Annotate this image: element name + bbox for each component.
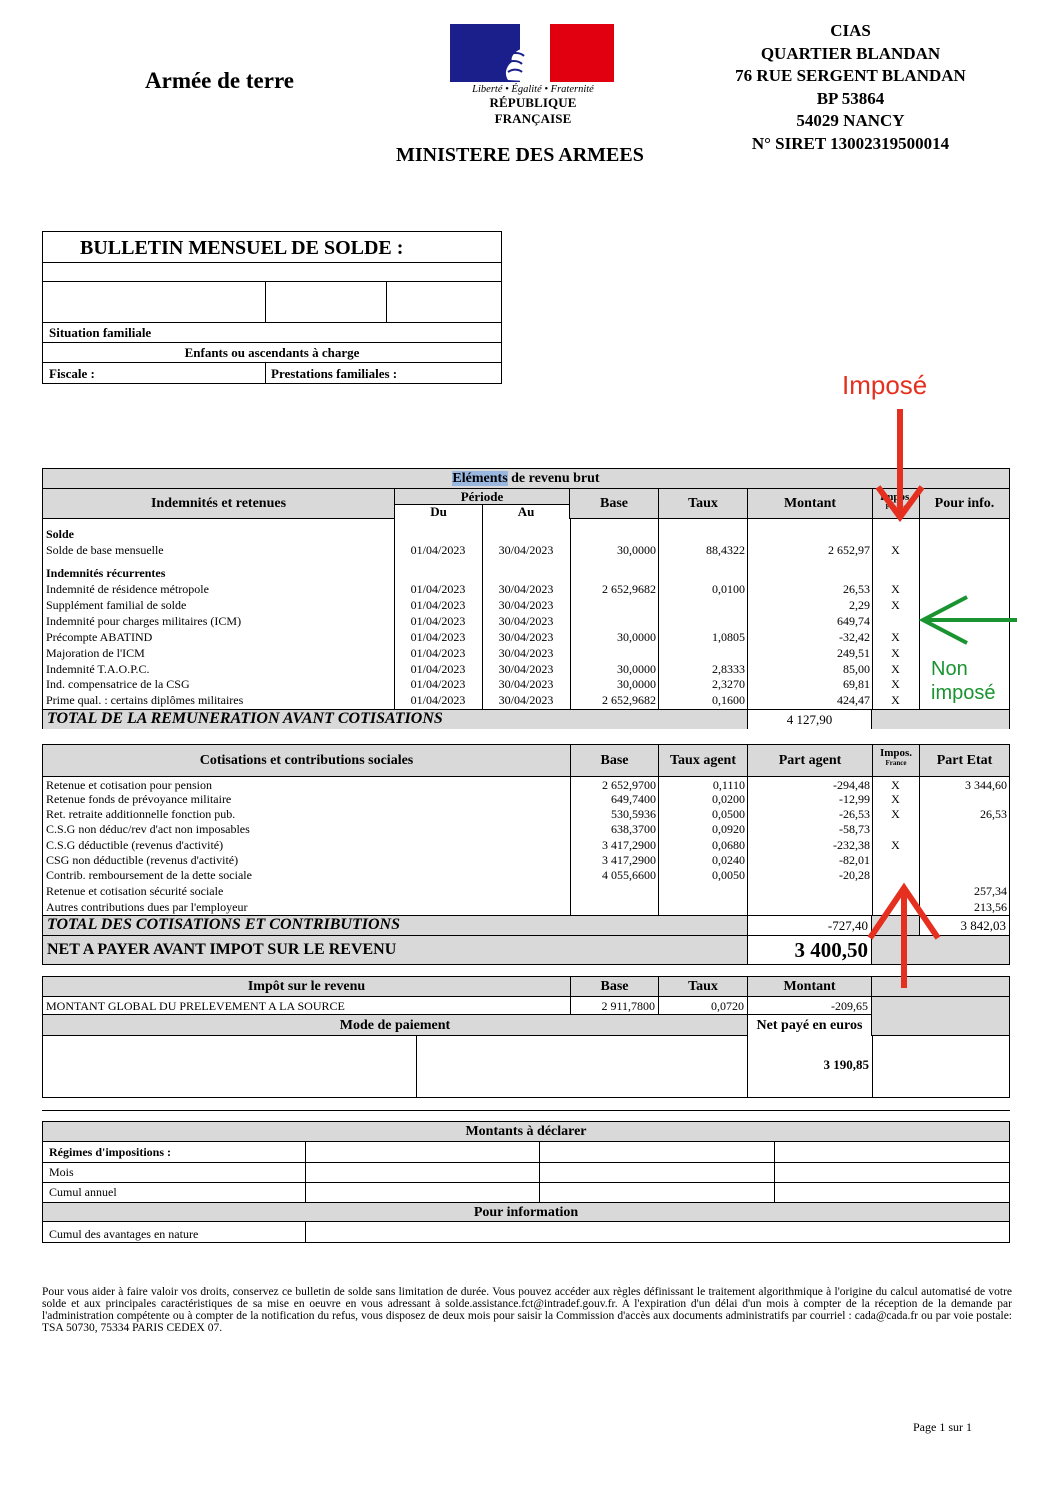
cotis-row-base: 649,7400 [611, 792, 656, 806]
gross-row-taux [658, 646, 745, 662]
cotis-row-etat [919, 853, 1007, 869]
cotis-total-label: TOTAL DES COTISATIONS ET CONTRIBUTIONS [47, 916, 400, 933]
cotis-row-part: -26,53 [839, 807, 870, 821]
separator-line [42, 1110, 1010, 1111]
col-tax-montant: Montant [747, 977, 872, 997]
gross-row-du: 01/04/2023 [410, 645, 466, 660]
col-cotis-impos-sub: France [885, 759, 907, 767]
cotis-row-label: Autres contributions dues par l'employeur [46, 900, 248, 914]
logo-motto: Liberté • Égalité • Fraternité [472, 84, 594, 95]
pour-info-title: Pour information [43, 1202, 1009, 1222]
cotis-total-agent: -727,40 [747, 915, 872, 935]
gross-row-impos: X [891, 629, 900, 644]
cotis-row-taux: 0,0050 [712, 868, 745, 882]
cotis-row-label: Retenue et cotisation pour pension [46, 778, 212, 792]
cotis-row-base: 3 417,2900 [602, 838, 656, 852]
cotis-row-label: C.S.G déductible (revenus d'activité) [46, 838, 224, 852]
cotis-row-part: -20,28 [839, 868, 870, 882]
gross-row-base [570, 614, 656, 630]
declare-title: Montants à déclarer [43, 1122, 1009, 1142]
mois-label: Mois [49, 1165, 74, 1179]
gross-row-du: 01/04/2023 [410, 597, 466, 612]
arrow-up-icon [860, 878, 950, 992]
cotis-row-base: 2 652,9700 [602, 778, 656, 792]
net-paid-value: 3 190,85 [823, 1057, 869, 1072]
tax-row-label: MONTANT GLOBAL DU PRELEVEMENT A LA SOURCE [46, 999, 345, 1013]
cotis-row-part: -294,48 [833, 778, 870, 792]
col-tax-taux: Taux [658, 977, 747, 997]
net-before-tax-value: 3 400,50 [747, 935, 872, 964]
cotis-row-impos [872, 822, 919, 838]
col-base: Base [600, 496, 628, 511]
gross-row-montant: -32,42 [839, 629, 870, 644]
gross-title-highlight: Eléments [452, 471, 508, 486]
family-situation-label: Situation familiale [49, 325, 152, 340]
cotis-row-base: 4 055,6600 [602, 868, 656, 882]
cotis-row-etat: 26,53 [980, 807, 1007, 821]
annotation-non-impose [931, 657, 995, 705]
section-solde: Solde [46, 527, 75, 541]
flag-icon [450, 24, 614, 82]
cotis-row-impos: X [891, 792, 900, 806]
gross-row-montant: 26,53 [843, 582, 870, 596]
gross-row-base: 30,0000 [617, 629, 656, 644]
cotis-row-impos [872, 853, 919, 869]
col-impos-sub: France [885, 503, 907, 511]
gross-row-au: 30/04/2023 [498, 661, 554, 676]
gross-row-base: 2 652,9682 [602, 582, 656, 596]
fiscal-label: Fiscale : [49, 366, 95, 381]
cotis-row-label: Retenue fonds de prévoyance militaire [46, 792, 232, 806]
gross-row-taux: 88,4322 [706, 543, 745, 557]
gross-row-label: Indemnité de résidence métropole [46, 582, 209, 596]
cotis-row-taux: 0,0500 [712, 807, 745, 821]
col-impos-label: Impos. [879, 491, 913, 503]
gross-row-au: 30/04/2023 [498, 629, 554, 644]
gross-row-impos: X [891, 693, 900, 708]
logo-republic: RÉPUBLIQUE FRANÇAISE [489, 95, 577, 126]
gross-row-montant: 424,47 [837, 693, 870, 708]
gross-row-impos: X [891, 645, 900, 660]
gross-row-impos: X [891, 597, 900, 612]
gross-row-impos: X [891, 677, 900, 692]
cotis-row-impos: X [891, 807, 900, 821]
gross-row-du: 01/04/2023 [410, 677, 466, 692]
gross-row-au: 30/04/2023 [498, 645, 554, 660]
gross-row-base: 30,0000 [617, 661, 656, 676]
annotation-non: Non [931, 658, 968, 680]
gross-total-label: TOTAL DE LA REMUNERATION AVANT COTISATIONS [47, 710, 443, 727]
dependents-label: Enfants ou ascendants à charge [184, 345, 360, 360]
address-line: CIAS [830, 21, 871, 40]
annotation-impose: Imposé [842, 370, 928, 400]
cotis-row-part: -82,01 [839, 853, 870, 867]
cotis-row-impos: X [891, 778, 900, 792]
gross-row-impos [872, 614, 919, 630]
address-line: 76 RUE SERGENT BLANDAN [735, 66, 966, 86]
gross-row-du: 01/04/2023 [410, 613, 466, 628]
gross-row-taux [658, 598, 745, 614]
gross-row-taux: 1,0805 [712, 629, 745, 644]
cotis-row-part: -12,99 [839, 792, 870, 806]
cotis-row-taux: 0,1110 [712, 778, 745, 792]
avantages-label: Cumul des avantages en nature [49, 1227, 199, 1241]
cotis-row-base [570, 900, 656, 916]
cotis-row-part [747, 884, 870, 900]
gross-row-label: Majoration de l'ICM [46, 645, 145, 660]
col-cotis-part: Part agent [747, 745, 872, 777]
cotis-row-etat [919, 822, 1007, 838]
gross-row-au: 30/04/2023 [498, 693, 554, 708]
gross-row-base: 30,0000 [617, 677, 656, 692]
gross-row-au: 30/04/2023 [498, 543, 554, 557]
ministry-name: MINISTERE DES ARMEES [396, 144, 644, 166]
cotis-row-taux: 0,0200 [712, 792, 745, 806]
gross-row-du: 01/04/2023 [410, 629, 466, 644]
cotis-row-part: -232,38 [833, 838, 870, 852]
gross-row-du: 01/04/2023 [410, 543, 466, 557]
arrow-left-icon [915, 595, 1020, 645]
cotis-row-base: 638,3700 [611, 822, 656, 836]
gross-total-value: 4 127,90 [747, 709, 872, 729]
gross-row-taux: 0,0100 [712, 582, 745, 596]
col-au: Au [482, 505, 570, 519]
col-cotisations: Cotisations et contributions sociales [199, 753, 414, 768]
gross-row-du: 01/04/2023 [410, 582, 466, 596]
annotation-impose-green: imposé [931, 682, 996, 704]
tax-row-montant: -209,65 [747, 997, 872, 1015]
income-tax-table [42, 976, 1010, 1098]
gross-row-base [570, 646, 656, 662]
col-cotis-etat: Part Etat [919, 745, 1009, 777]
gross-row-base [570, 598, 656, 614]
organization-name: Armée de terre [145, 68, 294, 93]
cotis-row-taux [658, 884, 745, 900]
col-info: Pour info. [919, 489, 1009, 519]
bulletin-title: BULLETIN MENSUEL DE SOLDE : [80, 237, 404, 259]
gross-title-rest: de revenu brut [507, 471, 600, 486]
col-cotis-base: Base [570, 745, 658, 777]
gross-row-label: Prime qual. : certains diplômes militaires [46, 693, 244, 708]
gross-row-label: Solde de base mensuelle [46, 543, 164, 557]
cotis-row-base [570, 884, 656, 900]
gross-row-au: 30/04/2023 [498, 582, 554, 596]
col-tax: Impôt sur le revenu [247, 979, 366, 994]
section-indemnites: Indemnités récurrentes [46, 566, 166, 580]
cotis-total-etat: 3 842,03 [919, 915, 1009, 935]
cotis-row-part [747, 900, 870, 916]
gross-row-du: 01/04/2023 [410, 661, 466, 676]
address-line: N° SIRET 13002319500014 [751, 133, 950, 153]
identity-box [42, 231, 502, 384]
col-tax-base: Base [570, 977, 658, 997]
net-paid-label: Net payé en euros [747, 1015, 872, 1036]
cotis-row-base: 530,5936 [611, 807, 656, 821]
gross-row-taux: 0,1600 [712, 693, 745, 708]
col-taux: Taux [658, 489, 747, 519]
gross-row-base: 2 652,9682 [602, 693, 656, 708]
payment-mode-label: Mode de paiement [339, 1018, 451, 1033]
gross-row-montant: 2 652,97 [828, 543, 870, 557]
gross-row-taux: 2,3270 [712, 677, 745, 692]
gross-row-montant: 85,00 [843, 661, 870, 676]
col-du: Du [394, 505, 482, 519]
gross-row-montant: 249,51 [837, 645, 870, 660]
republic-logo [450, 24, 616, 127]
gross-row-montant: 2,29 [849, 597, 870, 612]
gross-row-label: Indemnité pour charges militaires (ICM) [46, 613, 242, 628]
address-line: BP 53864 [816, 88, 885, 108]
gross-row-label: Ind. compensatrice de la CSG [46, 677, 190, 692]
cotis-row-label: Ret. retraite additionnelle fonction pub. [46, 807, 236, 821]
gross-row-taux [658, 614, 745, 630]
gross-row-au: 30/04/2023 [498, 677, 554, 692]
cotis-row-etat [919, 838, 1007, 854]
cumul-label: Cumul annuel [49, 1185, 117, 1199]
arrow-down-icon [860, 405, 940, 525]
family-benefits-label: Prestations familiales : [271, 366, 398, 381]
gross-row-montant: 649,74 [837, 613, 870, 628]
gross-row-label: Indemnité T.A.O.P.C. [46, 661, 150, 676]
col-montant: Montant [747, 489, 872, 519]
gross-row-impos: X [891, 582, 900, 596]
gross-row-montant: 69,81 [843, 677, 870, 692]
legal-notice: Pour vous aider à faire valoir vos droits, conservez ce bulletin de solde sans limitation de durée. Vous pouvez accéder aux règles définissant le traitement algorithmique à l'origine du calcul automatisé de votre solde et aux principales caractéristiques de sa mise en oeuvre en vous adressant à solde.assistance.fct@intradef.gouv.fr. A l'expiration d'un délai d'un mois à compter de la réception de la demande par l'administration compétente ou à compter de la notification du refus, vous disposez de deux mois pour saisir la Commission d'accès aux documents administratifs par courriel : cada@cada.fr ou par voie postale: TSA 50730, 75334 PARIS CEDEX 07. [42, 1286, 1012, 1334]
gross-row-du: 01/04/2023 [410, 693, 466, 708]
cotis-row-base: 3 417,2900 [602, 853, 656, 867]
declaration-table [42, 1121, 1010, 1243]
col-cotis-taux: Taux agent [658, 745, 747, 777]
cotis-row-etat: 3 344,60 [965, 778, 1007, 792]
cotis-row-etat: 213,56 [974, 900, 1007, 914]
cotis-row-label: CSG non déductible (revenus d'activité) [46, 853, 239, 867]
gross-row-label: Précompte ABATIND [46, 629, 153, 644]
cotis-row-label: C.S.G non déduc/rev d'act non imposables [46, 822, 250, 836]
cotis-row-taux: 0,0680 [712, 838, 745, 852]
gross-row-base: 30,0000 [617, 543, 656, 557]
gross-row-label: Supplément familial de solde [46, 597, 187, 612]
cotis-row-taux: 0,0240 [712, 853, 745, 867]
cotis-row-etat [919, 792, 1007, 808]
col-cotis-impos [872, 745, 919, 777]
address-line: 54029 NANCY [796, 111, 905, 131]
gross-row-au: 30/04/2023 [498, 597, 554, 612]
net-before-tax-label: NET A PAYER AVANT IMPOT SUR LE REVENU [47, 941, 397, 958]
address-line: QUARTIER BLANDAN [760, 43, 941, 63]
regimes-label: Régimes d'impositions : [49, 1145, 172, 1159]
cotis-row-taux: 0,0920 [712, 822, 745, 836]
col-periode: Période [394, 489, 570, 505]
gross-row-au: 30/04/2023 [498, 613, 554, 628]
gross-row-impos: X [891, 661, 900, 676]
gross-row-taux: 2,8333 [712, 661, 745, 676]
gross-row-impos: X [891, 543, 900, 557]
cotis-row-label: Contrib. remboursement de la dette sociale [46, 868, 252, 882]
tax-row-base: 2 911,7800 [570, 997, 658, 1015]
cotis-row-part: -58,73 [839, 822, 870, 836]
tax-row-taux: 0,0720 [658, 997, 747, 1015]
issuer-address [728, 20, 973, 156]
col-cotis-impos-label: Impos. [879, 747, 913, 759]
page-number: Page 1 sur 1 [913, 1420, 972, 1434]
cotis-row-etat: 257,34 [974, 884, 1007, 898]
cotis-row-taux [658, 900, 745, 916]
col-indemnites: Indemnités et retenues [150, 496, 287, 511]
cotis-row-impos: X [891, 838, 900, 852]
cotis-row-label: Retenue et cotisation sécurité sociale [46, 884, 224, 898]
